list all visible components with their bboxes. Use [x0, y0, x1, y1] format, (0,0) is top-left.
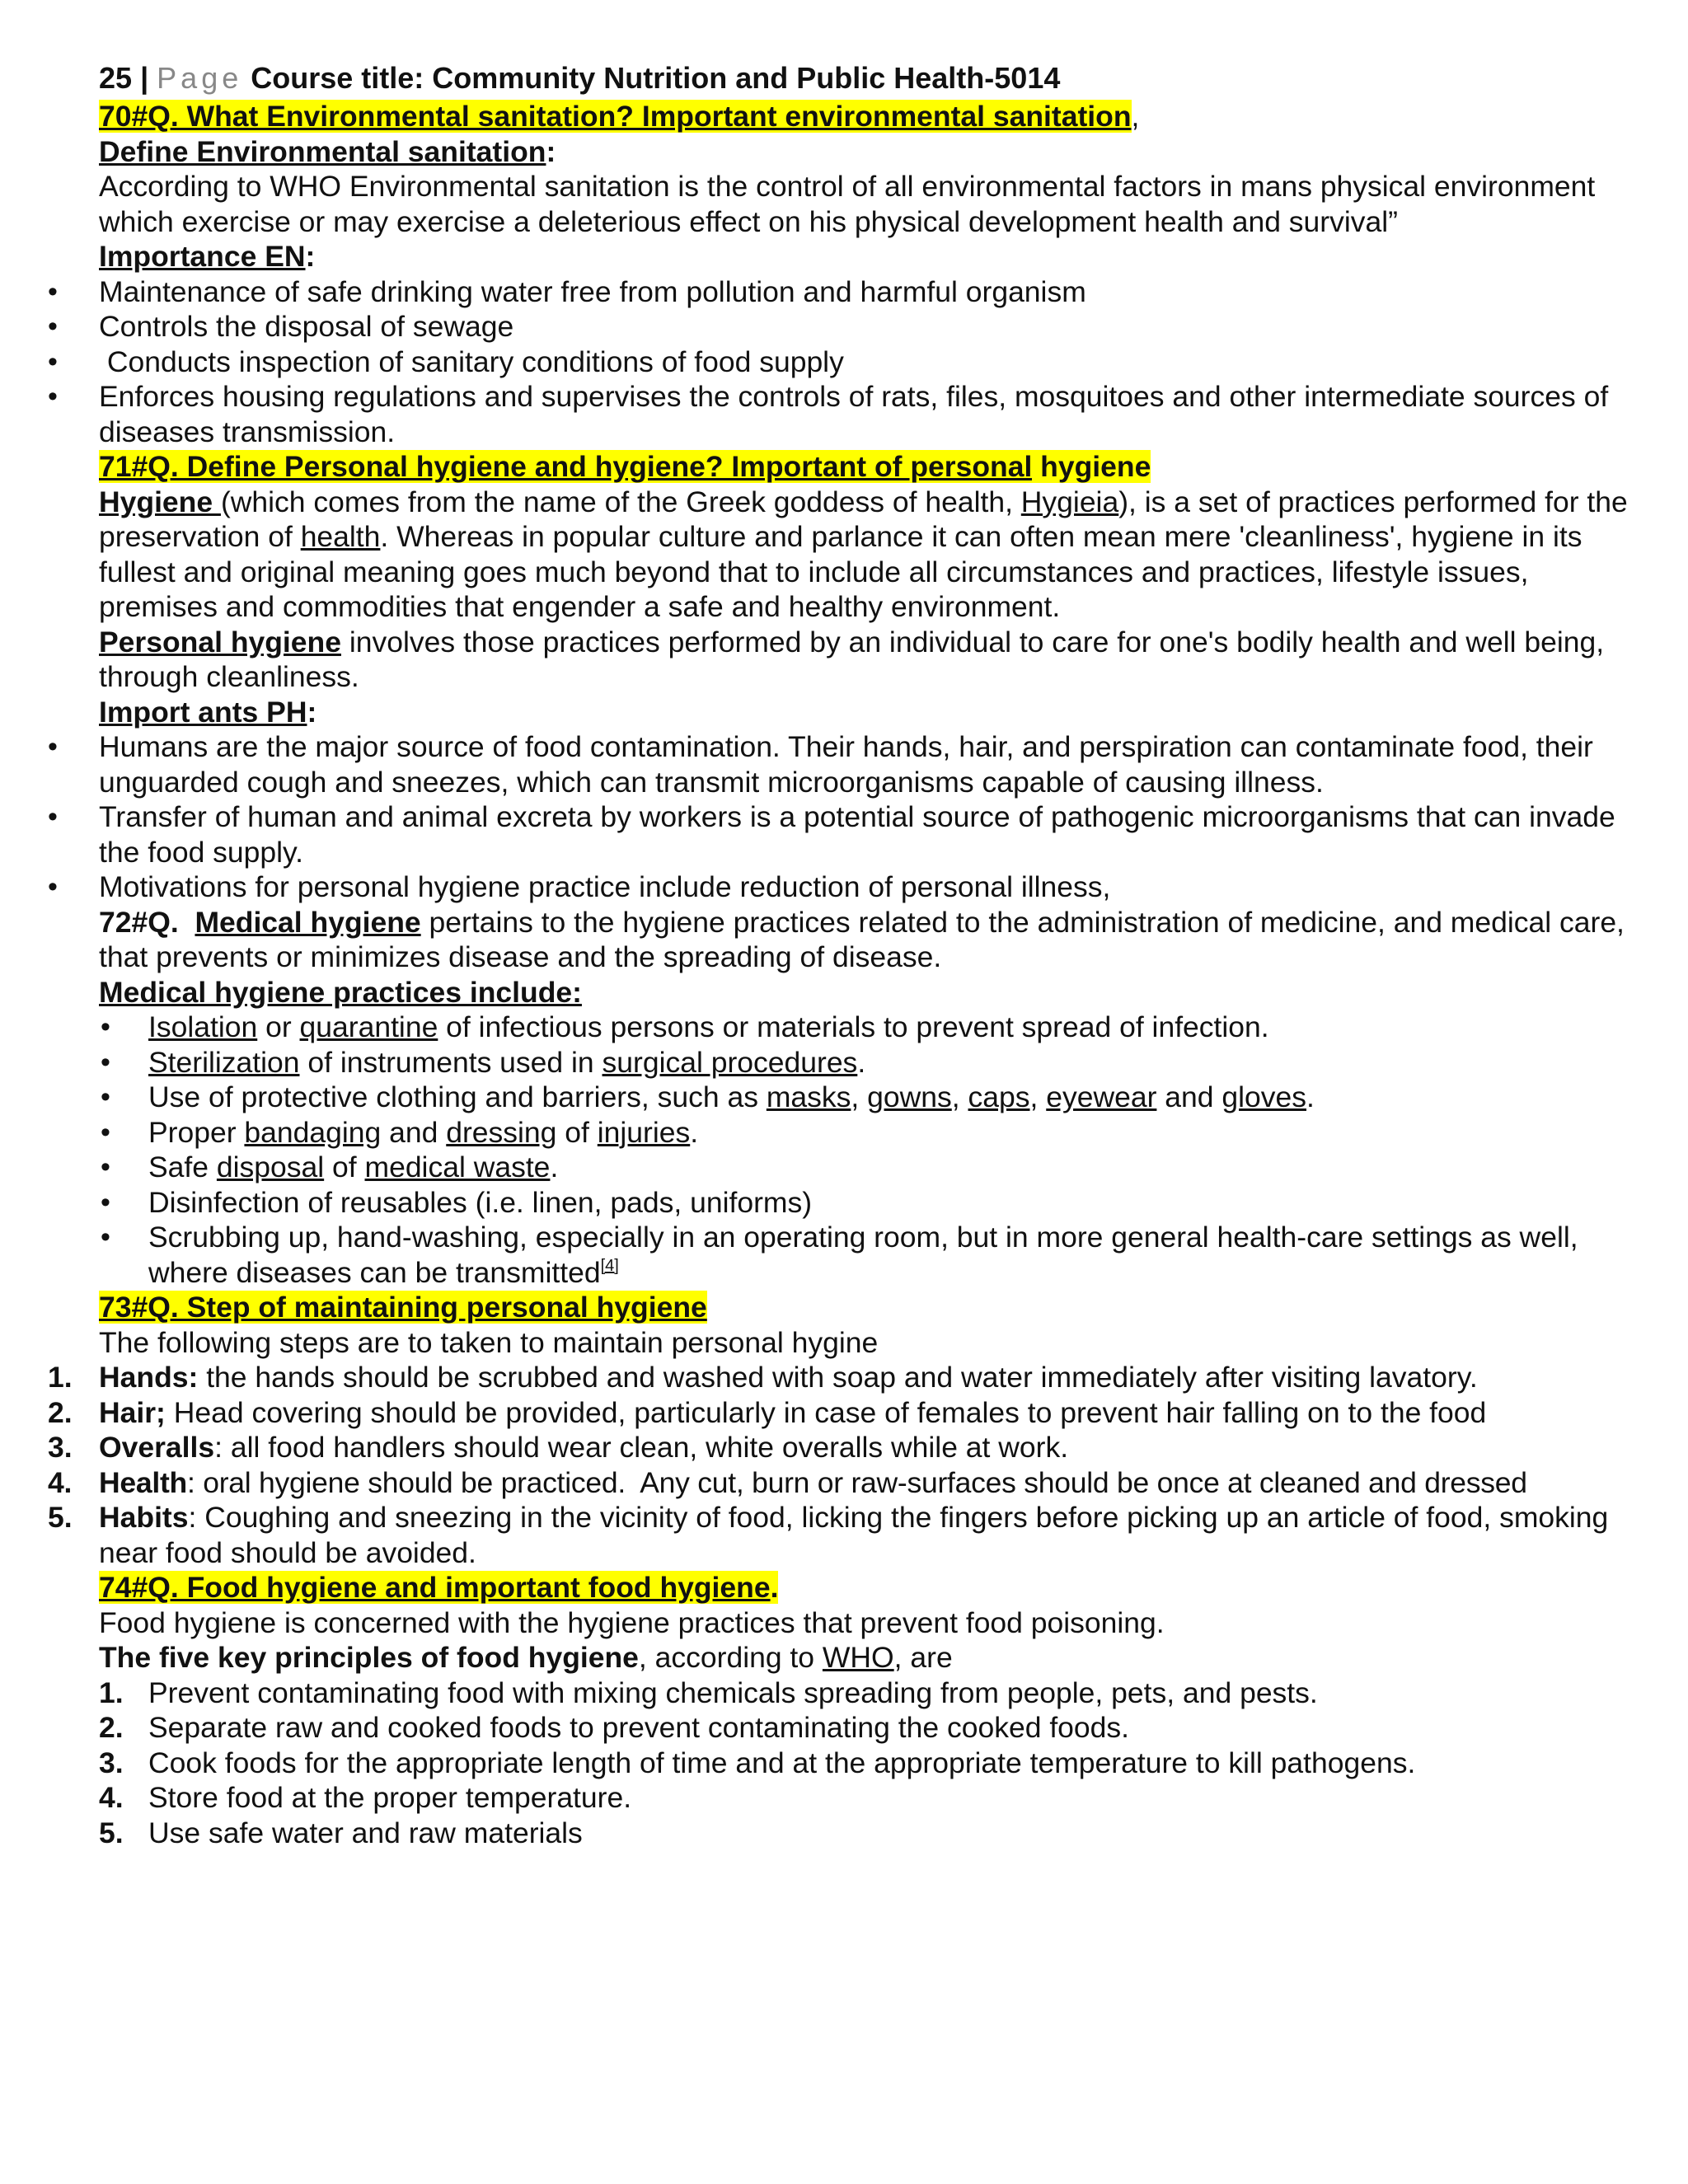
list-item: • Transfer of human and animal excreta by workers is a potential source of pathogenic microorganisms that can invade the food supply. — [99, 799, 1632, 869]
page-number: 25 — [99, 61, 133, 95]
list-item: 3. Cook foods for the appropriate length of time and at the appropriate temperature to kill pathogens. — [99, 1746, 1416, 1779]
q71-hygiene-definition: Hygiene (which comes from the name of the Greek goddess of health, Hygieia), is a set of practices performed for the preservation of health. Whereas in popular culture and parlance it can often mean mere 'cleanliness', hygiene in its fullest and original meaning goes much beyond that to include all circumstances and practices, lifestyle issues, premises and commodities that engender a safe and healthy environment. — [99, 485, 1636, 623]
list-item: • Conducts inspection of sanitary conditions of food supply — [99, 344, 1632, 380]
q70-definition: According to WHO Environmental sanitation is the control of all environmental factors in mans physical environment which exercise or may exercise a deleterious effect on his physical development health and survival” — [99, 170, 1596, 238]
course-title: Course title: Community Nutrition and Public Health-5014 — [251, 61, 1061, 95]
list-item: • Humans are the major source of food contamination. Their hands, hair, and perspiration can contaminate food, their unguarded cough and sneezes, which can transmit microorganisms capable of causing illness. — [99, 729, 1632, 799]
list-item: • Controls the disposal of sewage — [99, 309, 1632, 344]
q74-title: 74#Q. Food hygiene and important food hygiene. — [99, 1571, 779, 1604]
list-item: 4. Health: oral hygiene should be practiced. Any cut, burn or raw-surfaces should be once at cleaned and dressed — [48, 1465, 1527, 1499]
q73-title: 73#Q. Step of maintaining personal hygiene — [99, 1291, 707, 1324]
injuries-link[interactable]: injuries — [597, 1115, 691, 1149]
gowns-link[interactable]: gowns — [867, 1080, 952, 1113]
list-item: 5. Use safe water and raw materials — [99, 1816, 583, 1849]
document-page — [48, 58, 1636, 1850]
surgical-procedures-link[interactable]: surgical procedures — [602, 1045, 858, 1079]
sterilization-link[interactable]: Sterilization — [148, 1045, 300, 1079]
q71-title: 71#Q. Define Personal hygiene and hygiene? Important of personal hygiene — [99, 450, 1151, 483]
list-item: • Motivations for personal hygiene practice include reduction of personal illness, — [99, 869, 1632, 905]
list-item: 5. Habits: Coughing and sneezing in the vicinity of food, licking the fingers before picking up an article of food, smoking near food should be avoided. — [48, 1501, 1609, 1569]
list-item: • Isolation or quarantine of infectious persons or materials to prevent spread of infection. — [99, 1010, 1632, 1045]
caps-link[interactable]: caps — [968, 1080, 1030, 1113]
medical-waste-link[interactable]: medical waste — [364, 1151, 551, 1183]
gloves-link[interactable]: gloves — [1221, 1080, 1307, 1113]
q70-importance-heading: Importance EN: — [99, 240, 316, 273]
q70-define-heading: Define Environmental sanitation: — [99, 134, 556, 168]
list-item: • Sterilization of instruments used in surgical procedures. — [99, 1045, 1632, 1080]
list-item: • Maintenance of safe drinking water free from pollution and harmful organism — [99, 274, 1632, 310]
q73-intro: The following steps are to taken to maintain personal hygine — [99, 1325, 879, 1359]
isolation-link[interactable]: Isolation — [148, 1010, 258, 1043]
eyewear-link[interactable]: eyewear — [1046, 1080, 1157, 1113]
list-item: 3. Overalls: all food handlers should wear clean, white overalls while at work. — [48, 1431, 1069, 1464]
list-item: • Disinfection of reusables (i.e. linen, pads, uniforms) — [99, 1185, 1632, 1221]
bandaging-link[interactable]: bandaging — [244, 1115, 382, 1149]
q71-personal-hygiene: Personal hygiene involves those practices performed by an individual to care for one's bodily health and well being, through cleanliness. — [99, 625, 1605, 693]
list-item: • Enforces housing regulations and supervises the controls of rats, files, mosquitoes and other intermediate sources of diseases transmission. — [99, 379, 1632, 449]
q72-practices-heading: Medical hygiene practices include: — [99, 975, 582, 1009]
q70-title: 70#Q. What Environmental sanitation? Important environmental sanitation, — [99, 100, 1140, 133]
list-item: • Scrubbing up, hand-washing, especially in an operating room, but in more general health-care settings as well, where diseases can be transmitted[4] — [99, 1220, 1632, 1290]
list-item: 4. Store food at the proper temperature. — [99, 1781, 632, 1814]
list-item: 1. Hands: the hands should be scrubbed and washed with soap and water immediately after visiting lavatory. — [48, 1361, 1478, 1394]
page-header — [99, 58, 1632, 99]
list-item: 2. Hair; Head covering should be provided, particularly in case of females to prevent hair falling on to the food — [48, 1395, 1487, 1429]
health-link[interactable]: health — [300, 520, 381, 553]
dressing-link[interactable]: dressing — [446, 1115, 557, 1149]
list-item: 1. Prevent contaminating food with mixing chemicals spreading from people, pets, and pests. — [99, 1675, 1318, 1709]
list-item: • Proper bandaging and dressing of injuries. — [99, 1115, 1632, 1151]
page-word: Page — [157, 61, 243, 95]
masks-link[interactable]: masks — [766, 1080, 851, 1113]
list-item: • Safe disposal of medical waste. — [99, 1150, 1632, 1185]
q74-intro: Food hygiene is concerned with the hygiene practices that prevent food poisoning. — [99, 1605, 1165, 1639]
q72-paragraph: 72#Q. Medical hygiene pertains to the hygiene practices related to the administration of medicine, and medical care, that prevents or minimizes disease and the spreading of disease. — [99, 905, 1633, 973]
list-item: • Use of protective clothing and barriers, such as masks, gowns, caps, eyewear and gloves. — [99, 1080, 1632, 1115]
header-separator: | — [140, 61, 149, 95]
q74-principles: The five key principles of food hygiene, according to WHO, are — [99, 1641, 953, 1674]
reference-link[interactable]: [4] — [600, 1256, 619, 1275]
disposal-link[interactable]: disposal — [216, 1151, 325, 1183]
list-item: 2. Separate raw and cooked foods to prevent contaminating the cooked foods. — [99, 1711, 1130, 1744]
hygieia-link[interactable]: Hygieia — [1020, 485, 1119, 518]
q71-importants-heading: Import ants PH: — [99, 695, 317, 729]
who-link[interactable]: WHO — [822, 1641, 894, 1674]
quarantine-link[interactable]: quarantine — [299, 1010, 438, 1043]
